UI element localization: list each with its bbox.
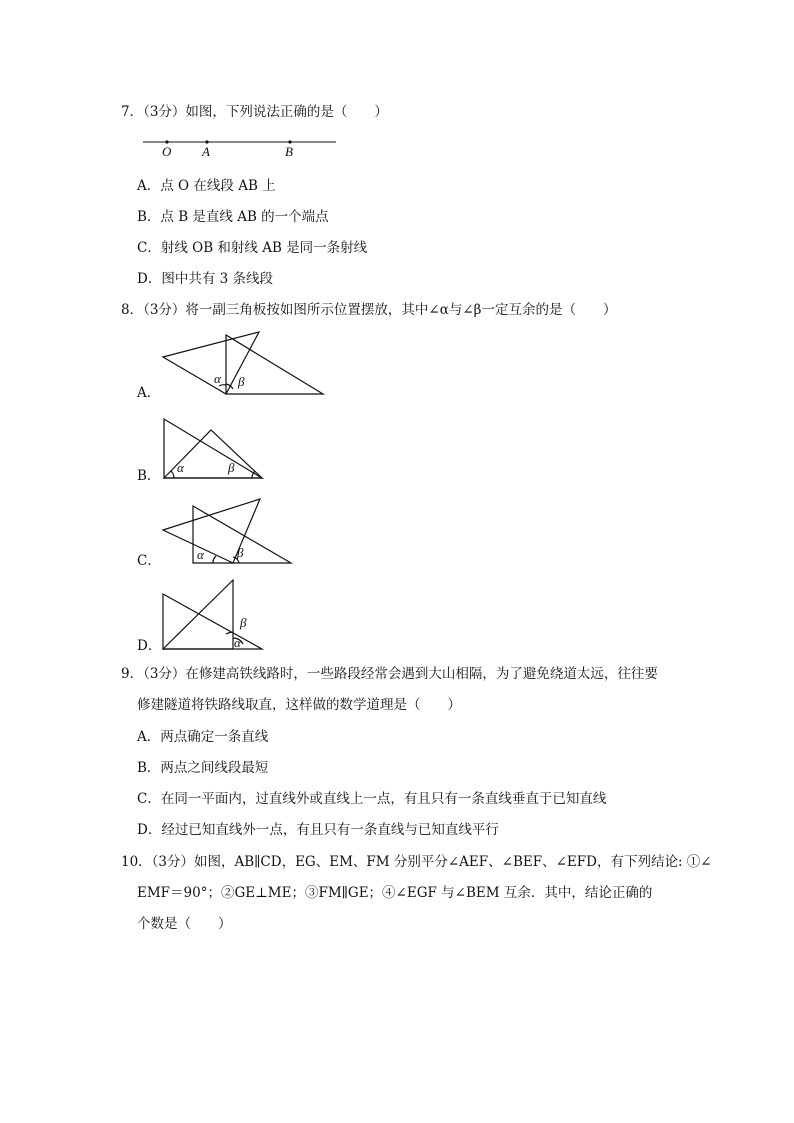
- q7-option-d: D．图中共有 3 条线段: [137, 271, 273, 287]
- q8-option-c: C．: [137, 553, 161, 569]
- q9-stem-line2: 修建隧道将铁路线取直，这样做的数学道理是（ ）: [137, 697, 461, 713]
- q7-point-a: A: [202, 144, 210, 159]
- q8-figure-b: [164, 419, 262, 478]
- q8-figure-a: [163, 332, 323, 394]
- q9-stem-line1: 9．（3分）在修建高铁线路时，一些路段经常会遇到大山相隔，为了避免绕道太远，往往要: [121, 666, 658, 682]
- q8b-beta: β: [228, 460, 235, 475]
- q8-option-d: D．: [137, 638, 162, 654]
- q8d-beta: β: [240, 615, 247, 630]
- q8-stem: 8．（3分）将一副三角板按如图所示位置摆放，其中∠α与∠β一定互余的是（ ）: [121, 302, 617, 318]
- q8c-alpha: α: [197, 547, 204, 562]
- q9-option-d: D．经过已知直线外一点，有且只有一条直线与已知直线平行: [137, 822, 499, 838]
- q8b-alpha: α: [177, 460, 184, 475]
- q7-point-b: B: [285, 144, 293, 159]
- q7-option-a: A．点 O 在线段 AB 上: [137, 178, 276, 194]
- q8a-alpha: α: [214, 371, 221, 386]
- q7-option-c: C．射线 OB 和射线 AB 是同一条射线: [137, 240, 368, 256]
- q10-line3: 个数是（ ）: [137, 916, 232, 932]
- q9-option-c: C．在同一平面内，过直线外或直线上一点，有且只有一条直线垂直于已知直线: [137, 791, 607, 807]
- q8d-alpha: α: [234, 635, 241, 650]
- q9-option-b: B．两点之间线段最短: [137, 760, 269, 776]
- q8-figure-c: [163, 499, 291, 563]
- q8a-beta: β: [238, 374, 245, 389]
- q7-stem: 7．（3分）如图，下列说法正确的是（ ）: [121, 104, 388, 120]
- q7-option-b: B．点 B 是直线 AB 的一个端点: [137, 209, 329, 225]
- q10-line2: EMF＝90°；②GE⊥ME；③FM∥GE；④∠EGF 与∠BEM 互余．其中，结论正确的: [137, 885, 653, 901]
- q8-option-a: A．: [137, 385, 161, 401]
- q9-option-a: A．两点确定一条直线: [137, 729, 269, 745]
- q7-point-o: O: [162, 144, 172, 159]
- q8-figure-d: [163, 580, 262, 650]
- q8-option-b: B．: [137, 468, 161, 484]
- q10-line1: 10．（3分）如图，AB∥CD，EG、EM、FM 分别平分∠AEF、∠BEF、∠EFD，有下列结论: ①∠: [121, 854, 712, 870]
- q8c-beta: β: [237, 545, 244, 560]
